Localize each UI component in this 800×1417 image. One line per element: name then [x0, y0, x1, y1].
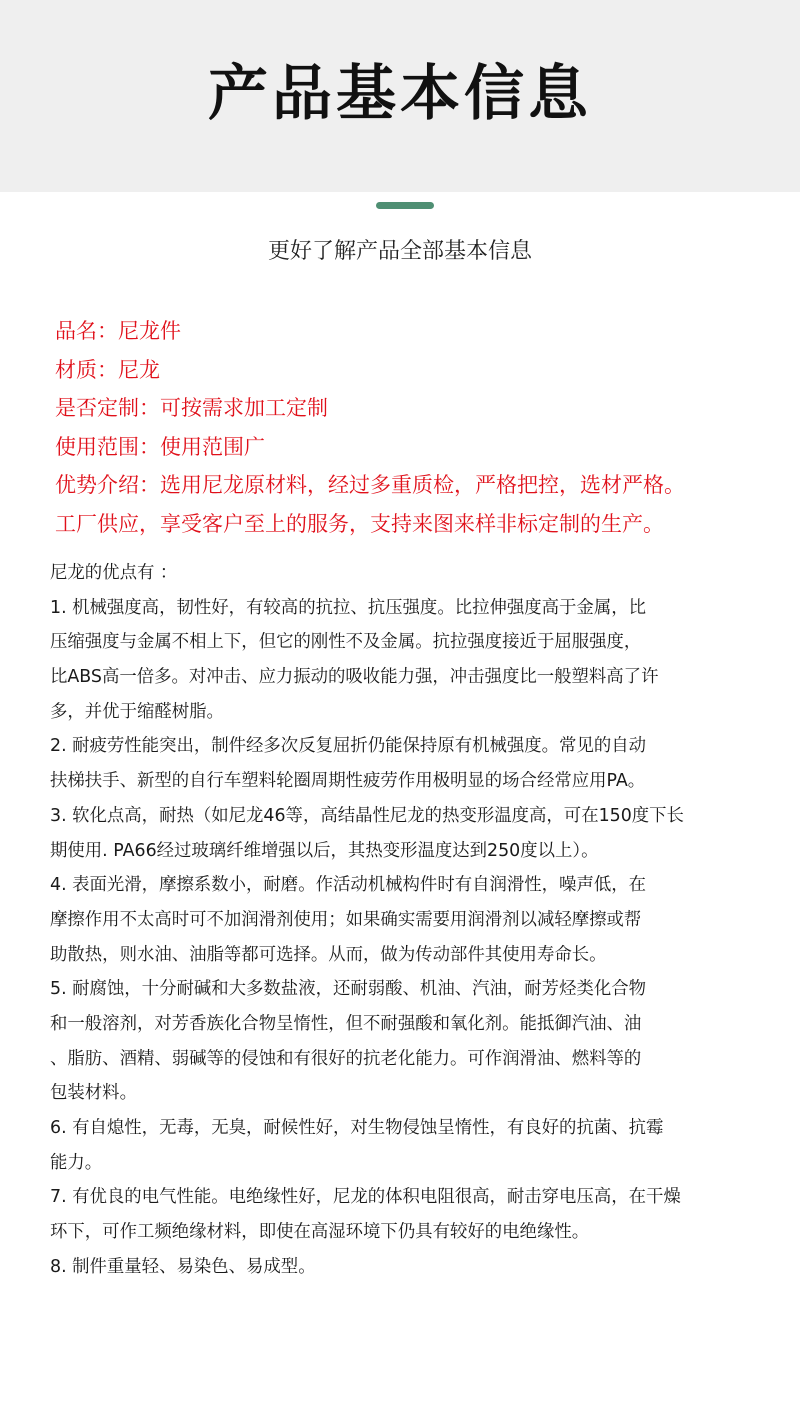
spec-factory-supply: 工厂供应，享受客户至上的服务，支持来图来样非标定制的生产。 — [55, 511, 664, 536]
advantage-line: 4. 表面光滑，摩擦系数小，耐磨。作活动机械构件时有自润滑性，噪声低，在 — [50, 875, 647, 896]
advantage-line: 7. 有优良的电气性能。电绝缘性好，尼龙的体积电阻很高，耐击穿电压高，在干燥 — [50, 1187, 681, 1208]
advantage-line: 扶梯扶手、新型的自行车塑料轮圈周期性疲劳作用极明显的场合经常应用PA。 — [50, 771, 646, 792]
advantage-line: 压缩强度与金属不相上下，但它的刚性不及金属。抗拉强度接近于屈服强度， — [50, 632, 642, 653]
accent-divider — [376, 202, 434, 209]
spec-usage-range: 使用范围：使用范围广 — [55, 434, 265, 459]
nylon-advantages — [50, 556, 780, 1284]
spec-list — [55, 312, 775, 543]
advantage-line: 能力。 — [50, 1152, 103, 1173]
advantage-line: 、脂肪、酒精、弱碱等的侵蚀和有很好的抗老化能力。可作润滑油、燃料等的 — [50, 1048, 642, 1069]
advantage-line: 包装材料。 — [50, 1083, 137, 1104]
advantage-line: 比ABS高一倍多。对冲击、应力振动的吸收能力强，冲击强度比一般塑料高了许 — [50, 667, 659, 688]
advantage-line: 期使用. PA66经过玻璃纤维增强以后，其热变形温度达到250度以上）。 — [50, 840, 599, 861]
spec-material: 材质：尼龙 — [55, 357, 160, 382]
advantage-line: 摩擦作用不太高时可不加润滑剂使用；如果确实需要用润滑剂以减轻摩擦或帮 — [50, 909, 642, 930]
spec-advantages: 优势介绍：选用尼龙原材料，经过多重质检，严格把控，选材严格。 — [55, 473, 685, 497]
page-subtitle: 更好了解产品全部基本信息 — [267, 239, 532, 264]
advantage-line: 环下，可作工频绝缘材料，即使在高湿环境下仍具有较好的电绝缘性。 — [50, 1222, 590, 1243]
spec-product-name: 品名：尼龙件 — [55, 319, 181, 343]
advantage-line: 3. 软化点高，耐热（如尼龙46等，高结晶性尼龙的热变形温度高，可在150度下长 — [50, 805, 684, 826]
advantage-line: 6. 有自熄性，无毒，无臭，耐候性好，对生物侵蚀呈惰性，有良好的抗菌、抗霉 — [50, 1118, 664, 1138]
advantage-line: 助散热，则水油、油脂等都可选择。从而，做为传动部件其使用寿命长。 — [50, 944, 607, 965]
advantage-line: 8. 制件重量轻、易染色、易成型。 — [50, 1256, 316, 1277]
page-title: 产品基本信息 — [208, 59, 592, 129]
header-banner — [0, 0, 800, 192]
advantage-line: 1. 机械强度高，韧性好，有较高的抗拉、抗压强度。比拉伸强度高于金属，比 — [50, 597, 647, 618]
advantage-line: 2. 耐疲劳性能突出，制件经多次反复屈折仍能保持原有机械强度。常见的自动 — [50, 736, 647, 757]
advantage-line: 5. 耐腐蚀，十分耐碱和大多数盐液，还耐弱酸、机油、汽油，耐芳烃类化合物 — [50, 979, 647, 1000]
advantage-line: 和一般溶剂，对芳香族化合物呈惰性，但不耐强酸和氧化剂。能抵御汽油、油 — [50, 1013, 642, 1034]
advantages-heading: 尼龙的优点有 ： — [50, 563, 178, 583]
advantage-line: 多，并优于缩醛树脂。 — [50, 701, 224, 722]
spec-customization: 是否定制：可按需求加工定制 — [55, 396, 328, 420]
